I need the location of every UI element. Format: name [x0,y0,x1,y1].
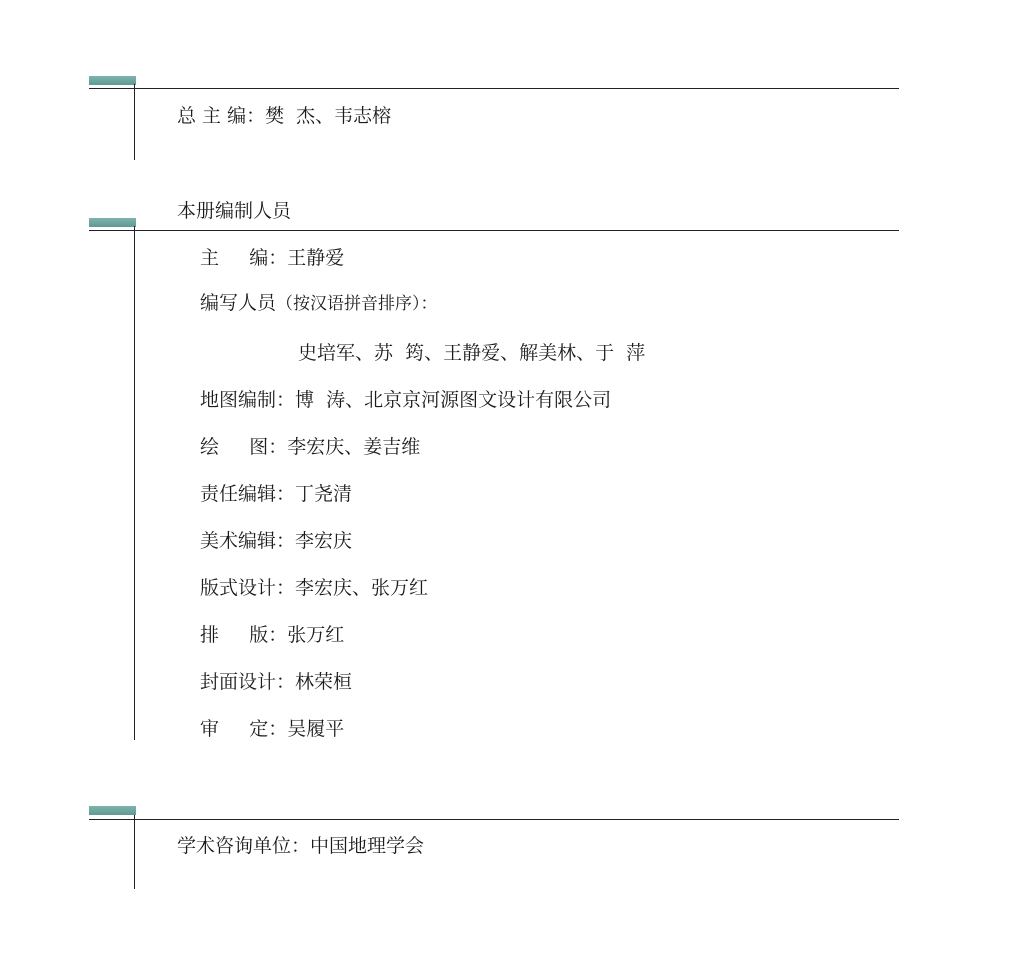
staff-row [200,623,344,647]
consulting-value: 中国地理学会 [310,835,425,857]
staff-row [200,435,420,459]
staff-row-label: 主 编： [200,247,288,269]
consulting-line [177,834,424,858]
staff-row-value: 张万红 [287,624,345,646]
staff-row-value: 史培军、苏 筠、王静爱、解美林、于 萍 [298,342,646,364]
section-tab-marker [89,218,136,227]
staff-heading: 本册编制人员 [177,200,292,222]
staff-row [200,717,344,741]
staff-row-label: 排 版： [200,624,288,646]
staff-row-label: 地图编制： [200,389,296,411]
staff-row-value: （按汉语拼音排序）： [276,294,438,314]
staff-row-value: 丁尧清 [295,483,353,505]
staff-row-value: 李宏庆 [295,530,353,552]
staff-row-label: 美术编辑： [200,530,296,552]
chief-editor-value: 樊 杰、韦志榕 [265,105,392,127]
staff-row-value: 李宏庆、姜吉维 [287,436,421,458]
section-rule [89,819,899,820]
staff-row-value: 吴履平 [287,718,345,740]
staff-row [298,341,645,365]
staff-row-value: 王静爱 [287,247,345,269]
section-tab-marker [89,806,136,815]
consulting-label: 学术咨询单位： [177,835,311,857]
section-side-rule [134,815,135,889]
staff-row [200,529,352,553]
chief-editor-line [177,104,391,128]
staff-row [200,246,344,270]
staff-row [200,388,611,412]
staff-row-label: 编写人员 [200,292,277,314]
staff-row [200,291,438,316]
staff-row-value: 林荣桓 [295,671,353,693]
staff-row-label: 版式设计： [200,577,296,599]
staff-row-label: 封面设计： [200,671,296,693]
staff-row-value: 李宏庆、张万红 [295,577,429,599]
section-rule [89,230,899,231]
staff-row-label: 绘 图： [200,436,288,458]
staff-row-value: 博 涛、北京京河源图文设计有限公司 [295,389,612,411]
staff-row [200,482,352,506]
staff-row [200,576,428,600]
staff-row-label: 责任编辑： [200,483,296,505]
section-rule [89,88,899,89]
chief-editor-label: 总 主 编： [177,105,266,127]
section-side-rule [134,226,135,740]
staff-row-label: 审 定： [200,718,288,740]
section-side-rule [134,84,135,160]
section-tab-marker [89,76,136,85]
staff-row [200,670,352,694]
